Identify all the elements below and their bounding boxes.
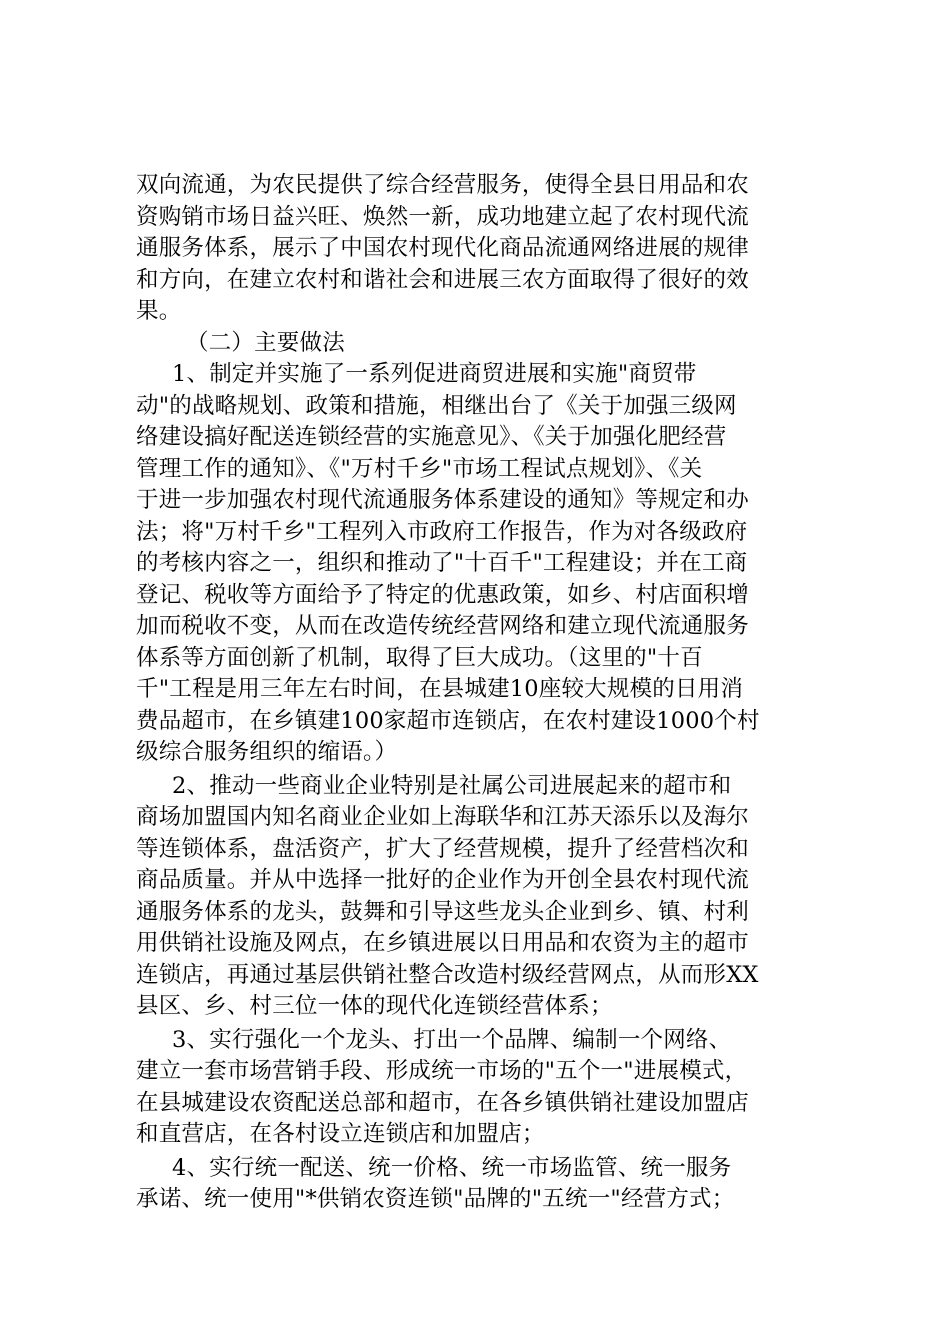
text-line: 体系等方面创新了机制，取得了巨大成功。（这里的"十百: [136, 644, 703, 671]
text-line: 于进一步加强农村现代流通服务体系建设的通知》等规定和办: [136, 487, 749, 513]
text-line: 建立一套市场营销手段、形成统一市场的"五个一"进展模式，: [136, 1058, 748, 1084]
text-line: 和方向，在建立农村和谐社会和进展三农方面取得了很好的效: [136, 266, 749, 293]
text-line: 动"的战略规划、政策和措施，相继出台了《关于加强三级网: [136, 392, 737, 419]
section-heading: （二）主要做法: [186, 329, 345, 356]
text-line: 通服务体系，展示了中国农村现代化商品流通网络进展的规律: [136, 235, 749, 261]
text-line: 商品质量。并从中选择一批好的企业作为开创全县农村现代流: [136, 867, 749, 893]
text-line: 等连锁体系，盘活资产，扩大了经营规模，提升了经营档次和: [136, 835, 749, 862]
text-line: 千"工程是用三年左右时间，在县城建10座较大规模的日用消: [136, 676, 744, 702]
text-line: 1、制定并实施了一系列促进商贸进展和实施"商贸带: [172, 361, 697, 387]
text-line: 连锁店，再通过基层供销社整合改造村级经营网点，从而形XX: [136, 961, 759, 988]
paragraph-2: [136, 771, 836, 1023]
paragraph-4: [136, 1153, 836, 1216]
text-line: 资购销市场日益兴旺、焕然一新，成功地建立起了农村现代流: [136, 203, 749, 230]
text-line: 通服务体系的龙头，鼓舞和引导这些龙头企业到乡、镇、村利: [136, 898, 749, 925]
paragraph-1: [136, 359, 836, 769]
text-line: 县区、乡、村三位一体的现代化连锁经营体系；: [136, 993, 613, 1019]
text-line: 2、推动一些商业企业特别是社属公司进展起来的超市和: [172, 772, 732, 799]
text-line: 络建设搞好配送连锁经营的实施意见》、《关于加强化肥经营: [136, 424, 727, 450]
text-line: 用供销社设施及网点，在乡镇进展以日用品和农资为主的超市: [136, 930, 749, 956]
paragraph-continuation: [136, 170, 836, 328]
text-line: 承诺、统一使用"*供销农资连锁"品牌的"五统一"经营方式；: [136, 1186, 735, 1212]
text-line: 的考核内容之一，组织和推动了"十百千"工程建设；并在工商: [136, 550, 748, 576]
text-line: 3、实行强化一个龙头、打出一个品牌、编制一个网络、: [172, 1026, 732, 1053]
text-line: 在县城建设农资配送总部和超市，在各乡镇供销社建设加盟店: [136, 1089, 749, 1116]
text-line: 双向流通，为农民提供了综合经营服务，使得全县日用品和农: [136, 172, 749, 198]
text-line: 费品超市，在乡镇建100家超市连锁店，在农村建设1000个村: [136, 707, 760, 734]
document-body: [136, 170, 836, 1216]
text-line: 法；将"万村千乡"工程列入市政府工作报告，作为对各级政府: [136, 518, 748, 545]
text-line: 级综合服务组织的缩语。）: [136, 739, 398, 765]
text-line: 和直营店，在各村设立连锁店和加盟店；: [136, 1121, 545, 1147]
text-line: 登记、税收等方面给予了特定的优惠政策，如乡、村店面积增: [136, 581, 749, 608]
text-line: 果。: [136, 298, 182, 324]
text-line: 商场加盟国内知名商业企业如上海联华和江苏天添乐以及海尔: [136, 804, 749, 830]
text-line: 管理工作的通知》、《"万村千乡"市场工程试点规划》、《关: [136, 455, 703, 482]
text-line: 4、实行统一配送、统一价格、统一市场监管、统一服务: [172, 1154, 732, 1181]
text-line: 加而税收不变，从而在改造传统经营网络和建立现代流通服务: [136, 613, 749, 639]
paragraph-3: [136, 1025, 836, 1151]
